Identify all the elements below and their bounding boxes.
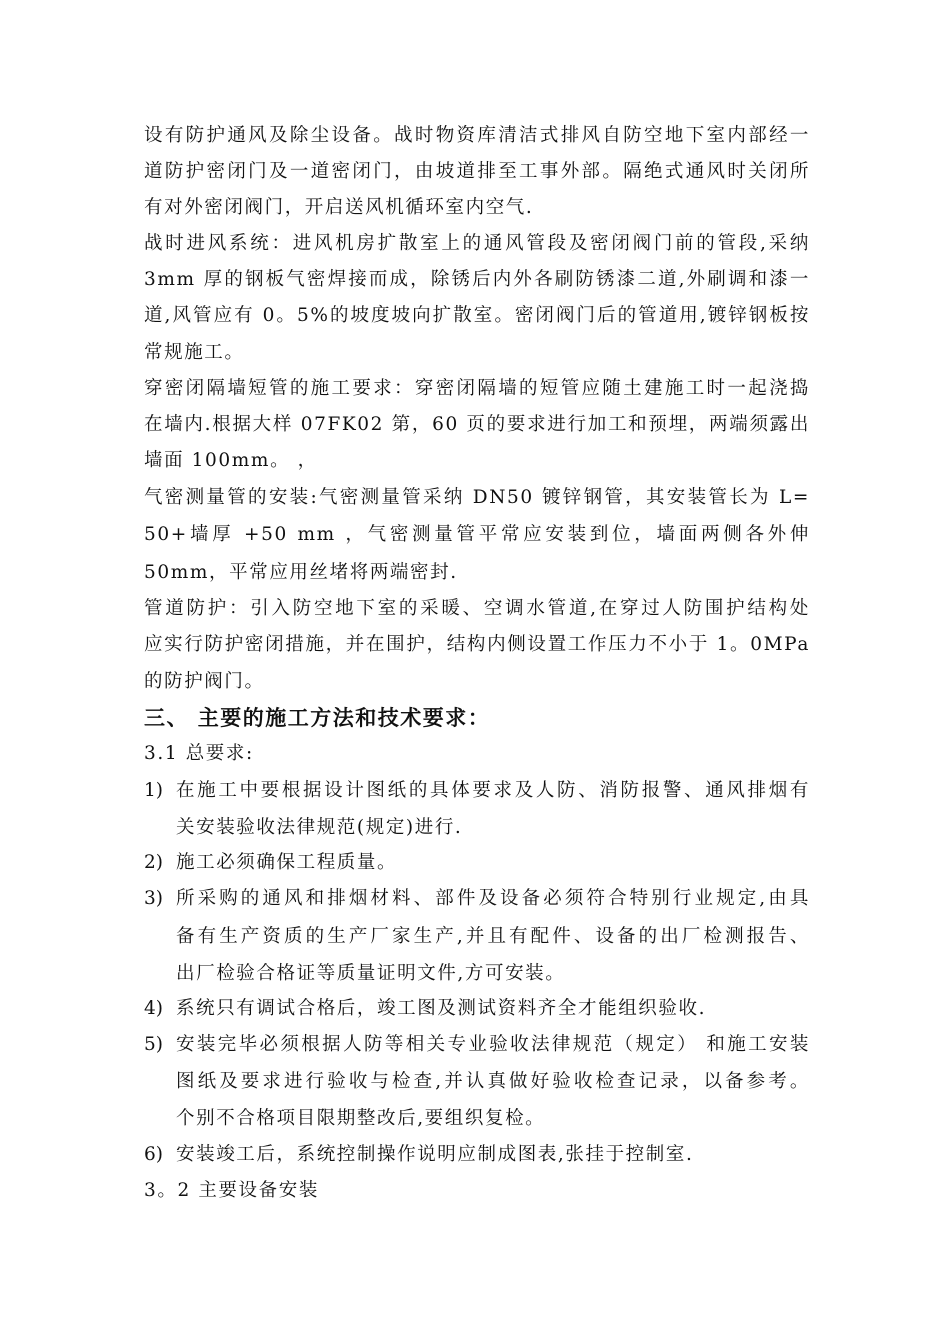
paragraph-line: 的防护阀门。 — [144, 671, 265, 692]
subsection-title: 3.1 总要求: — [144, 743, 254, 764]
list-item-line: 图纸及要求进行验收与检查,并认真做好验收检查记录，以备参考。 — [176, 1071, 810, 1092]
paragraph-line: 常规施工。 — [144, 342, 245, 363]
paragraph-line: 道,风管应有 0。5%的坡度坡向扩散室。密闭阀门后的管道用,镀锌钢板按 — [144, 305, 810, 326]
paragraph-line: 战时进风系统：进风机房扩散室上的通风管段及密闭阀门前的管段,采纳 — [144, 233, 810, 254]
section-heading: 三、 主要的施工方法和技术要求： — [144, 706, 491, 730]
list-item-line: 备有生产资质的生产厂家生产,并且有配件、设备的出厂检测报告、 — [176, 926, 810, 947]
list-item-number: 1) — [144, 780, 163, 801]
paragraph-line: 在墙内.根据大样 07FK02 第，60 页的要求进行加工和预埋，两端须露出 — [144, 414, 810, 435]
list-item-line: 安装完毕必须根据人防等相关专业验收法律规范（规定） 和施工安装 — [176, 1034, 810, 1055]
paragraph-line: 穿密闭隔墙短管的施工要求：穿密闭隔墙的短管应随土建施工时一起浇捣 — [144, 378, 810, 399]
paragraph-line: 墙面 100mm。 ， — [144, 450, 318, 471]
list-item-number: 6) — [144, 1144, 163, 1165]
list-item-line: 出厂检验合格证等质量证明文件,方可安装。 — [176, 963, 566, 984]
list-item-number: 5) — [144, 1034, 163, 1055]
paragraph-line: 气密测量管的安装:气密测量管采纳 DN50 镀锌钢管，其安装管长为 L= — [144, 487, 810, 508]
paragraph-line: 管道防护：引入防空地下室的采暖、空调水管道,在穿过人防围护结构处 — [144, 598, 810, 619]
list-item-line: 在施工中要根据设计图纸的具体要求及人防、消防报警、通风排烟有 — [176, 780, 810, 801]
subsection-title: 3。2 主要设备安装 — [144, 1180, 319, 1201]
list-item-line: 个别不合格项目限期整改后,要组织复检。 — [176, 1108, 546, 1129]
list-item-line: 关安装验收法律规范(规定)进行. — [176, 817, 463, 838]
paragraph-line: 3mm 厚的钢板气密焊接而成，除锈后内外各刷防锈漆二道,外刷调和漆一 — [144, 269, 810, 290]
paragraph-line: 50mm，平常应用丝堵将两端密封. — [144, 562, 458, 583]
list-item-number: 4) — [144, 998, 163, 1019]
paragraph-line: 应实行防护密闭措施，并在围护，结构内侧设置工作压力不小于 1。0MPa — [144, 634, 810, 655]
list-item-number: 3) — [144, 888, 163, 909]
list-item-line: 安装竣工后，系统控制操作说明应制成图表,张挂于控制室. — [176, 1144, 694, 1165]
paragraph-line: 50+墙厚 +50 mm ，气密测量管平常应安装到位，墙面两侧各外伸 — [144, 524, 810, 545]
list-item-line: 所采购的通风和排烟材料、部件及设备必须符合特别行业规定,由具 — [176, 888, 810, 909]
paragraph-line: 道防护密闭门及一道密闭门，由坡道排至工事外部。隔绝式通风时关闭所 — [144, 161, 810, 182]
list-item-number: 2) — [144, 852, 163, 873]
paragraph-line: 设有防护通风及除尘设备。战时物资库清洁式排风自防空地下室内部经一 — [144, 125, 810, 146]
paragraph-line: 有对外密闭阀门，开启送风机循环室内空气. — [144, 197, 534, 218]
list-item-line: 系统只有调试合格后，竣工图及测试资料齐全才能组织验收. — [176, 998, 707, 1019]
list-item-line: 施工必须确保工程质量。 — [176, 852, 398, 873]
